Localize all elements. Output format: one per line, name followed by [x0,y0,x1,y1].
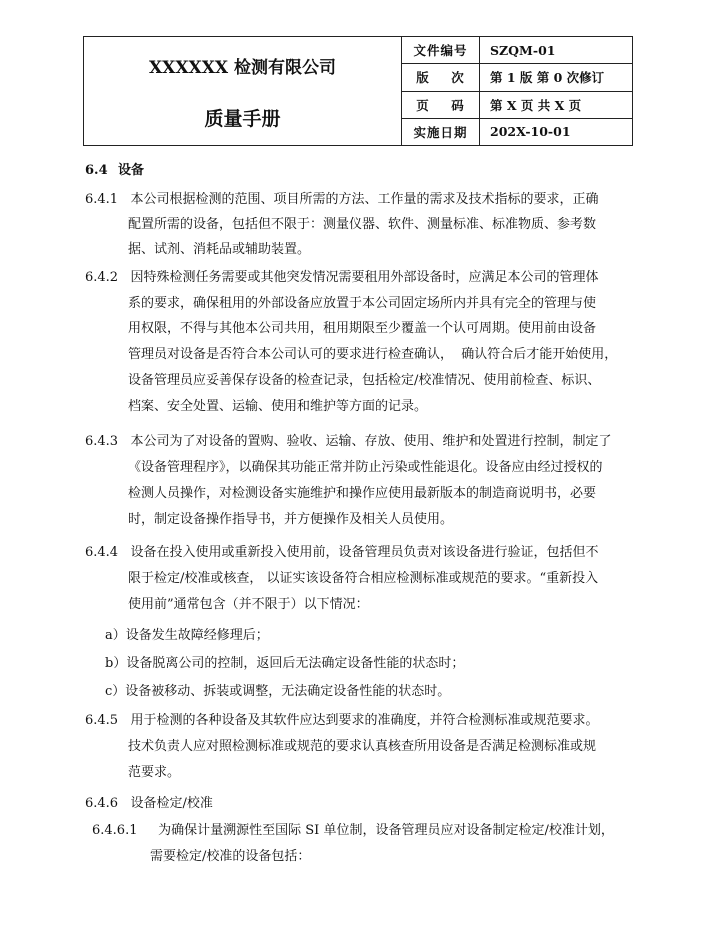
paragraph-line: 用权限，不得与其他本公司共用，租用期限至少覆盖一个认可周期。使用前由设备 [128,321,597,336]
header-label: 文件编号 [402,37,480,63]
header-value: 202X-10-01 [490,124,571,140]
paragraph-line: 6.4.6.1 为确保计量溯源性至国际 SI 单位制，设备管理员应对设备制定检定/校准计划， [92,823,614,838]
header-label: 页 码 [402,92,480,118]
list-item: c）设备被移动、拆装或调整，无法确定设备性能的状态时。 [105,684,451,699]
paragraph-line: 使用前”通常包含（并不限于）以下情况： [128,597,369,612]
header-row-doc-number [402,37,632,64]
paragraph-line: 设备管理员应妥善保存设备的检查记录，包括检定/校准情况、使用前检查、标识、 [128,373,601,388]
section-title: 设备 [118,163,145,178]
company-name: XXXXXX 检测有限公司 [148,58,337,78]
header-title-cell [84,37,402,145]
paragraph-line: 系的要求，确保租用的外部设备应放置于本公司固定场所内并具有完全的管理与使 [128,296,597,311]
header-value: SZQM-01 [490,42,556,58]
paragraph-line: 检测人员操作，对检测设备实施维护和操作应使用最新版本的制造商说明书，必要 [128,486,597,501]
header-row-date [402,119,632,145]
paragraph-line: 6.4.4 设备在投入使用或重新投入使用前，设备管理员负责对该设备进行验证，包括但不 [85,545,599,560]
header-row-page [402,92,632,119]
document-header-table [83,36,633,146]
paragraph-line: 需要检定/校准的设备包括： [150,849,311,864]
paragraph-line: 限于检定/校准或核查， 以证实该设备符合相应检测标准或规范的要求。“重新投入 [128,571,599,586]
paragraph-line: 范要求。 [128,765,181,780]
list-item: b）设备脱离公司的控制，返回后无法确定设备性能的状态时； [105,656,465,671]
paragraph-line: 6.4.2 因特殊检测任务需要或其他突发情况需要租用外部设备时，应满足本公司的管理体 [85,270,599,285]
subsection-heading: 6.4.6 设备检定/校准 [85,796,213,811]
paragraph-line: 6.4.3 本公司为了对设备的置购、验收、运输、存放、使用、维护和处置进行控制，制定了 [85,434,612,449]
paragraph-line: 6.4.1 本公司根据检测的范围、项目所需的方法、工作量的需求及技术指标的要求，正确 [85,192,599,207]
header-value: 第 X 页 共 X 页 [490,97,582,113]
paragraph-line: 《设备管理程序》，以确保其功能正常并防止污染或性能退化。设备应由经过授权的 [128,460,603,475]
paragraph-line: 技术负责人应对照检测标准或规范的要求认真核查所用设备是否满足检测标准或规 [128,739,597,754]
header-row-version [402,64,632,91]
header-label: 版 次 [402,64,480,90]
paragraph-line: 时，制定设备操作指导书，并方便操作及相关人员使用。 [128,512,454,527]
paragraph-line: 配置所需的设备，包括但不限于：测量仪器、软件、测量标准、标准物质、参考数 [128,217,597,232]
paragraph-line: 管理员对设备是否符合本公司认可的要求进行检查确认， 确认符合后才能开始使用， [128,347,618,362]
header-value: 第 1 版 第 0 次修订 [490,70,605,86]
paragraph-line: 6.4.5 用于检测的各种设备及其软件应达到要求的准确度，并符合检测标准或规范要求。 [85,713,599,728]
header-info-cells [402,37,632,145]
paragraph-line: 据、试剂、消耗品或辅助装置。 [128,242,311,257]
header-label: 实施日期 [402,119,480,145]
manual-title: 质量手册 [204,108,281,130]
section-number: 6.4 [85,163,108,178]
list-item: a）设备发生故障经修理后； [105,628,269,643]
paragraph-line: 档案、安全处置、运输、使用和维护等方面的记录。 [128,399,428,414]
